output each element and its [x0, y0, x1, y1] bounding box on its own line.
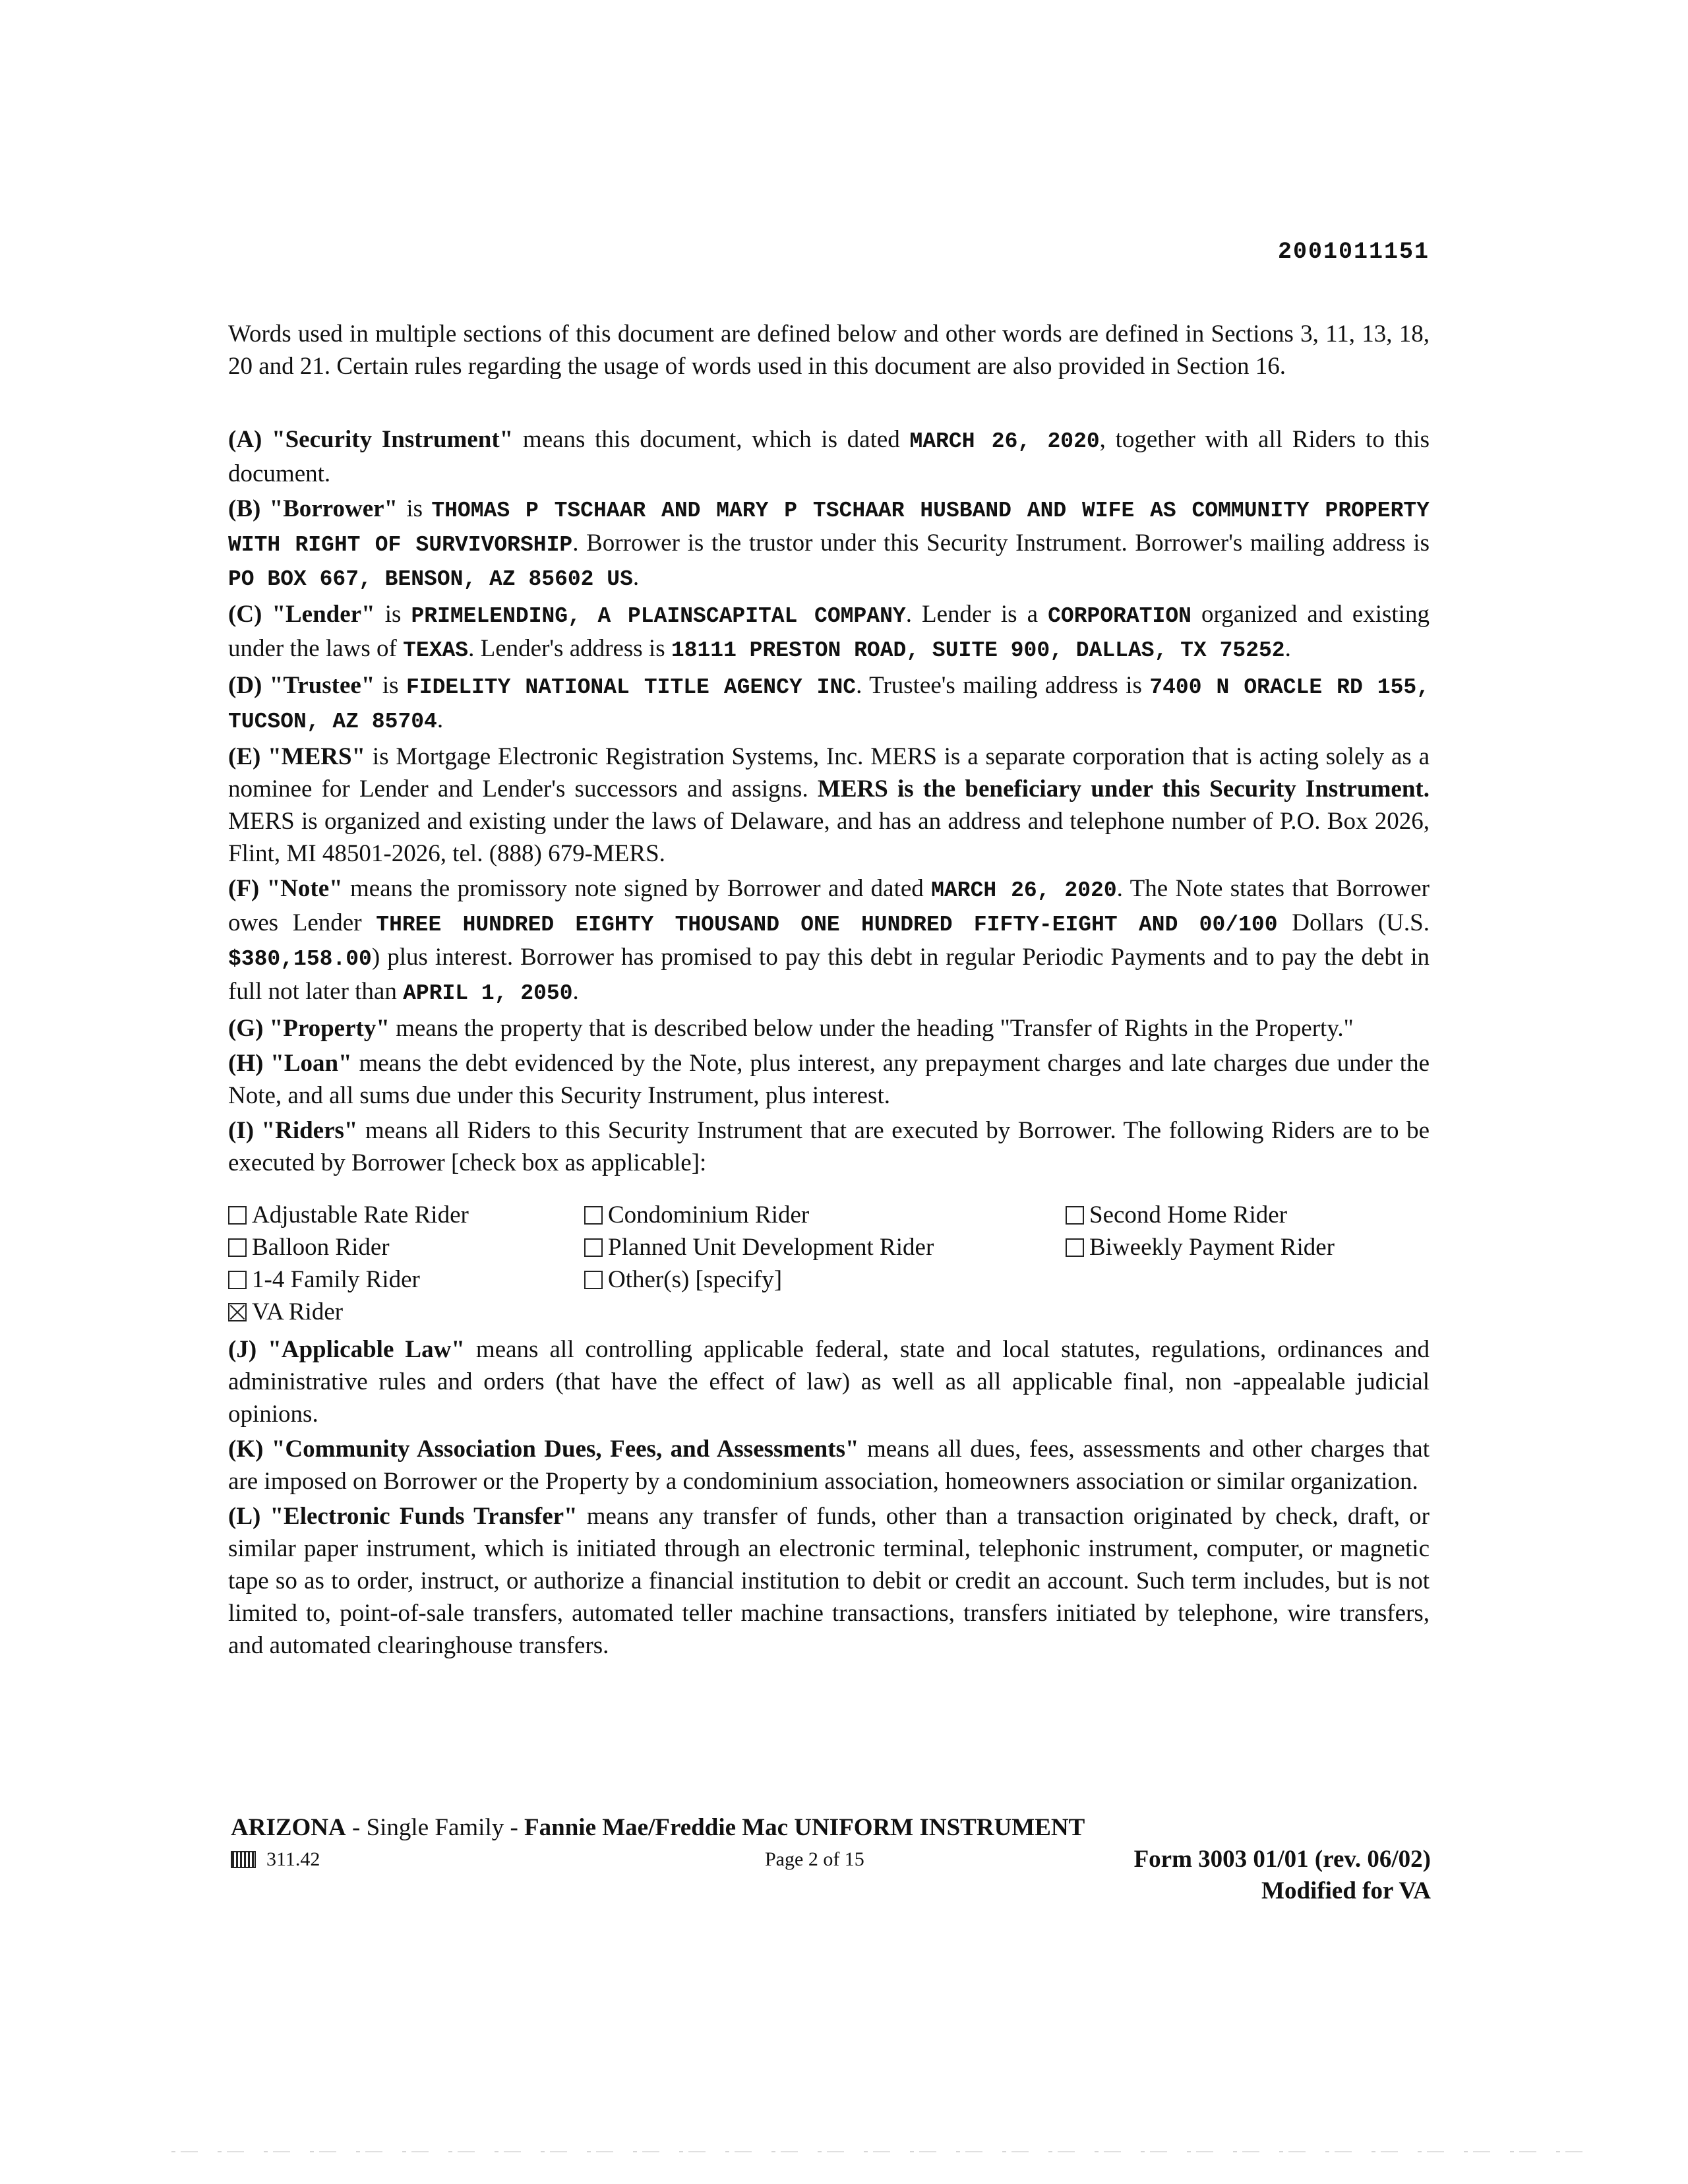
def-text: is: [375, 601, 411, 628]
intro-paragraph: Words used in multiple sections of this document are defined below and other words are defined in Sections 3, 11, 13, 18, 20 and 21. Certain rules regarding the usage of words used in this document are also provided in Section 16.: [228, 320, 1430, 380]
checkbox-icon[interactable]: [228, 1206, 247, 1225]
definition-applicable-law: [228, 1333, 1430, 1430]
def-text: means all controlling applicable federal, state and local statutes, regulations, ordinances and administrative rules and orders (that have the effect of law) as well as all applicable final, non -appealable judicial opinions.: [228, 1336, 1430, 1428]
rider-label: Planned Unit Development Rider: [608, 1234, 934, 1261]
definition-note: [228, 872, 1430, 1010]
def-text: means all dues, fees, assessments and other charges that are imposed on Borrower or the Property by a condominium association, homeowners association or similar organization.: [228, 1436, 1430, 1495]
def-text: organized and existing under the laws of: [228, 601, 1430, 662]
def-text: means the debt evidenced by the Note, plus interest, any prepayment charges and late charges due under the Note, and all sums due under this Security Instrument, plus interest.: [228, 1050, 1430, 1109]
checkbox-icon[interactable]: [584, 1271, 603, 1289]
scan-artifact-line: [171, 2151, 1589, 2152]
term-label: (K) "Community Association Dues, Fees, and Assessments": [228, 1436, 859, 1463]
rider-biweekly-payment[interactable]: [1066, 1231, 1408, 1263]
definition-electronic-funds-transfer: [228, 1500, 1430, 1662]
riders-checklist: [228, 1199, 1430, 1328]
def-text: is Mortgage Electronic Registration Systems, Inc. MERS is a separate corporation that is acting solely as a nominee for Lender and Lender's successors and assigns.: [228, 743, 1430, 803]
def-text: . Borrower is the trustor under this Security Instrument. Borrower's mailing address is: [572, 530, 1430, 557]
footer-title: [231, 1812, 1431, 1844]
term-label: (G) "Property": [228, 1015, 390, 1042]
rider-label: VA Rider: [252, 1298, 344, 1325]
def-text: .: [1284, 635, 1291, 662]
document-number: 2001011151: [1277, 239, 1430, 265]
rider-label: Second Home Rider: [1089, 1201, 1288, 1228]
form-logo-icon: [231, 1851, 256, 1868]
definition-security-instrument: [228, 423, 1430, 490]
checkbox-icon[interactable]: [584, 1238, 603, 1257]
rider-label: Balloon Rider: [252, 1234, 390, 1261]
term-label: (H) "Loan": [228, 1050, 352, 1077]
rider-balloon[interactable]: [228, 1231, 584, 1263]
loan-amount-words: THREE HUNDRED EIGHTY THOUSAND ONE HUNDRED FIFTY-EIGHT AND 00/100: [376, 913, 1278, 937]
term-label: (C) "Lender": [228, 601, 375, 628]
rider-va[interactable]: [228, 1296, 584, 1328]
footer-subtitle: - Single Family -: [346, 1814, 525, 1841]
def-text: . The Note states that Borrower owes Lender: [228, 875, 1430, 936]
definition-mers: [228, 741, 1430, 870]
page-number: Page 2 of 15: [765, 1848, 864, 1870]
def-text: means this document, which is dated: [513, 426, 910, 453]
rider-label: Condominium Rider: [608, 1201, 810, 1228]
definition-community-association-dues: [228, 1433, 1430, 1498]
loan-amount: $380,158.00: [228, 947, 372, 971]
checkbox-icon[interactable]: [228, 1238, 247, 1257]
definition-property: [228, 1012, 1430, 1045]
def-text: MERS is organized and existing under the laws of Delaware, and has an address and telephone number of P.O. Box 2026, Flint, MI 48501-2026, tel. (888) 679-MERS.: [228, 808, 1430, 867]
lender-name: PRIMELENDING, A PLAINSCAPITAL COMPANY: [411, 604, 906, 628]
term-label: (J) "Applicable Law": [228, 1336, 465, 1363]
rider-other[interactable]: [584, 1263, 1066, 1296]
def-text: . Lender's address is: [468, 635, 671, 662]
rider-1-4-family[interactable]: [228, 1263, 584, 1296]
def-text: Dollars (U.S.: [1277, 909, 1430, 936]
rider-second-home[interactable]: [1066, 1199, 1408, 1231]
trustee-name: FIDELITY NATIONAL TITLE AGENCY INC: [406, 675, 857, 700]
def-text: ) plus interest. Borrower has promised to pay this debt in regular Periodic Payments and to pay the debt in full not later than: [228, 944, 1430, 1005]
maturity-date: APRIL 1, 2050: [403, 981, 573, 1006]
rider-planned-unit-development[interactable]: [584, 1231, 1066, 1263]
rider-empty-slot: [1066, 1263, 1408, 1296]
definition-borrower: [228, 493, 1430, 595]
definition-trustee: [228, 669, 1430, 738]
mers-beneficiary-statement: MERS is the beneficiary under this Security Instrument.: [817, 775, 1430, 803]
footer-state: ARIZONA: [231, 1814, 346, 1841]
form-code-text: 311.42: [266, 1848, 320, 1870]
term-label: (I) "Riders": [228, 1117, 358, 1144]
checkbox-icon[interactable]: [1066, 1206, 1084, 1225]
note-date: MARCH 26, 2020: [931, 878, 1117, 903]
checkbox-icon[interactable]: [584, 1206, 603, 1225]
borrower-name: THOMAS P TSCHAAR AND MARY P TSCHAAR HUSBAND AND WIFE AS COMMUNITY PROPERTY WITH RIGHT OF SURVIVORSHIP: [228, 499, 1430, 557]
def-text: .: [572, 978, 579, 1005]
checkbox-icon[interactable]: [1066, 1238, 1084, 1257]
def-text: . Trustee's mailing address is: [856, 672, 1150, 699]
term-label: (L) "Electronic Funds Transfer": [228, 1503, 578, 1530]
def-text: is: [375, 672, 406, 699]
term-label: (F) "Note": [228, 875, 343, 902]
rider-label: 1-4 Family Rider: [252, 1266, 420, 1293]
term-label: (B) "Borrower": [228, 495, 398, 522]
form-footer: [231, 1812, 1431, 1907]
lender-type: CORPORATION: [1048, 604, 1191, 628]
term-label: (D) "Trustee": [228, 672, 375, 699]
definition-riders: [228, 1114, 1430, 1179]
def-text: .: [632, 564, 640, 591]
def-text: .: [437, 706, 444, 733]
def-text: is: [398, 495, 432, 522]
def-text: means the promissory note signed by Borrower and dated: [342, 875, 932, 902]
term-label: (A) "Security Instrument": [228, 426, 514, 453]
term-label: (E) "MERS": [228, 743, 366, 770]
def-text: means the property that is described below under the heading "Transfer of Rights in the Property.": [389, 1015, 1354, 1042]
def-text: . Lender is a: [905, 601, 1048, 628]
lender-state: TEXAS: [403, 638, 469, 663]
rider-adjustable-rate[interactable]: [228, 1199, 584, 1231]
checkbox-icon[interactable]: [228, 1271, 247, 1289]
form-number: Form 3003 01/01 (rev. 06/02): [1133, 1846, 1431, 1873]
rider-label: Adjustable Rate Rider: [252, 1201, 469, 1228]
definition-loan: [228, 1047, 1430, 1112]
instrument-date: MARCH 26, 2020: [909, 429, 1100, 454]
rider-label: Biweekly Payment Rider: [1089, 1234, 1335, 1261]
footer-row: [231, 1844, 1431, 1875]
definition-lender: [228, 598, 1430, 667]
form-code: [231, 1844, 320, 1875]
document-body: [228, 318, 1430, 1664]
checked-checkbox-icon[interactable]: [228, 1303, 247, 1321]
def-text: , together with all Riders to this document.: [228, 426, 1430, 487]
rider-condominium[interactable]: [584, 1199, 1066, 1231]
borrower-address: PO BOX 667, BENSON, AZ 85602 US: [228, 567, 633, 592]
def-text: means any transfer of funds, other than a transaction originated by check, draft, or similar paper instrument, which is initiated through an electronic terminal, telephonic instrument, computer, or magnetic tape so as to order, instruct, or authorize a financial institution to debit or credit an account. Such term includes, but is not limited to, point-of-sale transfers, automated teller machine transactions, transfers initiated by telephone, wire transfers, and automated clearinghouse transfers.: [228, 1503, 1430, 1659]
footer-uniform: Fannie Mae/Freddie Mac UNIFORM INSTRUMENT: [524, 1814, 1085, 1841]
lender-address: 18111 PRESTON ROAD, SUITE 900, DALLAS, TX 75252: [671, 638, 1285, 663]
modified-note: Modified for VA: [1261, 1877, 1431, 1904]
def-text: means all Riders to this Security Instrument that are executed by Borrower. The following Riders are to be executed by Borrower [check box as applicable]:: [228, 1117, 1430, 1176]
rider-label: Other(s) [specify]: [608, 1266, 783, 1293]
trustee-address: 7400 N ORACLE RD 155, TUCSON, AZ 85704: [228, 675, 1430, 734]
